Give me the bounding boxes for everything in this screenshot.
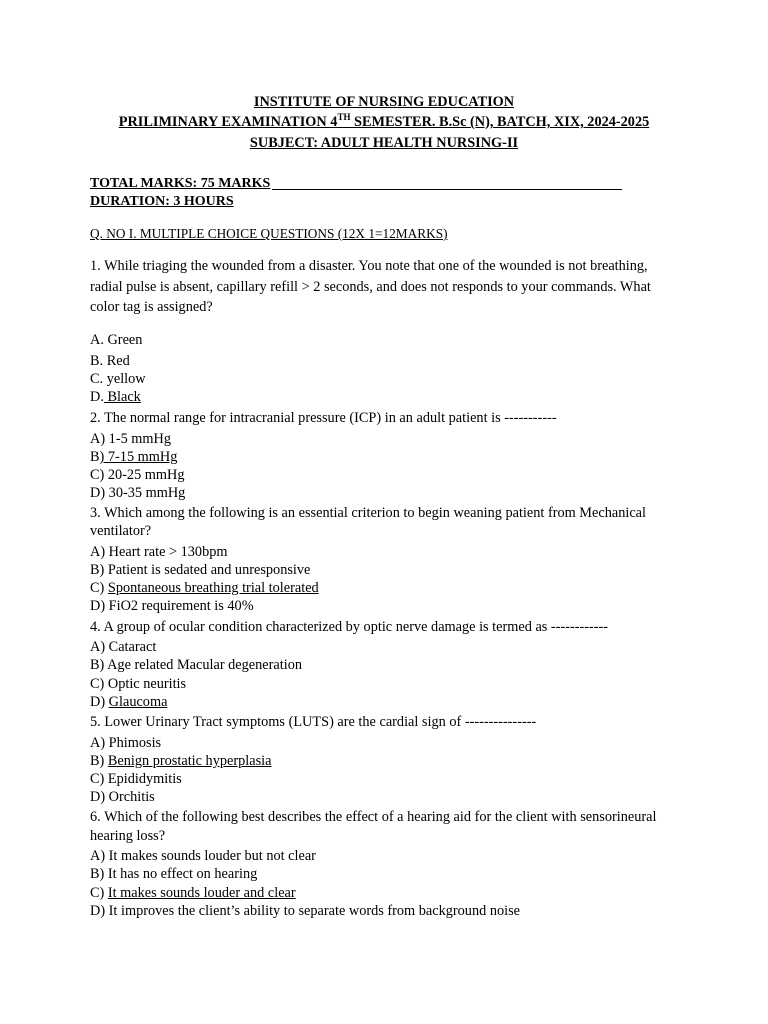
question-5: [90, 713, 536, 731]
q2-option-b: [90, 448, 177, 466]
duration: DURATION: 3 HOURS: [90, 194, 234, 209]
q3-option-b-text: Patient is sedated and unresponsive: [107, 562, 311, 578]
q1-option-b: [90, 352, 130, 370]
question-5-number: 5.: [90, 714, 101, 730]
q3-option-c: [90, 579, 319, 597]
q3-option-d-prefix: D): [90, 598, 106, 614]
q4-option-b-text: Age related Macular degeneration: [107, 657, 302, 673]
question-1-text: While triaging the wounded from a disaster. You note that one of the wounded is not breathing, radial pulse is absent, capillary refill > 2 seconds, and does not responds to your commands. What color tag is assigned?: [90, 258, 651, 315]
q4-option-b: [90, 656, 302, 674]
q5-option-c-text: Epididymitis: [107, 771, 182, 787]
question-1: [90, 256, 680, 318]
question-3: [90, 504, 680, 540]
question-2-text: The normal range for intracranial pressure (ICP) in an adult patient is -----------: [104, 410, 557, 426]
q5-option-d-prefix: D): [90, 789, 106, 805]
q4-option-c-text: Optic neuritis: [107, 676, 187, 692]
q3-option-d-text: FiO2 requirement is 40%: [108, 598, 254, 614]
q1-option-b-prefix: B.: [90, 353, 104, 369]
question-2: [90, 409, 557, 427]
q3-option-c-prefix: C): [90, 580, 105, 596]
q4-option-a: [90, 638, 156, 656]
question-6-text: Which of the following best describes the effect of a hearing aid for the client with sensorineural hearing loss?: [90, 809, 657, 844]
question-6: [90, 808, 680, 846]
institute-title: INSTITUTE OF NURSING EDUCATION: [253, 94, 515, 110]
q2-option-b-text: ) 7-15 mmHg: [99, 449, 178, 465]
q6-option-c-prefix: C): [90, 885, 105, 901]
q3-option-a-prefix: A): [90, 544, 106, 560]
marks-underline-rule: [272, 188, 622, 190]
q3-option-d: [90, 597, 254, 615]
q2-option-d-text: 30-35 mmHg: [108, 485, 186, 501]
q1-option-c: [90, 370, 146, 388]
q5-option-a-prefix: A): [90, 735, 106, 751]
q2-option-d: [90, 484, 185, 502]
exam-title: [90, 114, 678, 131]
q1-option-a: [90, 331, 142, 349]
q1-option-c-prefix: C.: [90, 371, 104, 387]
q2-option-a-prefix: A): [90, 431, 106, 447]
question-5-text: Lower Urinary Tract symptoms (LUTS) are the cardial sign of ---------------: [104, 714, 537, 730]
total-marks: TOTAL MARKS: 75 MARKS: [90, 176, 271, 191]
q2-option-a: [90, 430, 171, 448]
question-6-number: 6.: [90, 809, 101, 825]
q6-option-c-text: It makes sounds louder and clear: [107, 885, 296, 901]
q1-option-d-text: [104, 389, 141, 405]
question-4-text: A group of ocular condition characterized by optic nerve damage is termed as ------------: [103, 619, 609, 635]
q5-option-a-text: Phimosis: [108, 735, 162, 751]
q2-option-b-prefix: B: [90, 449, 100, 465]
q5-option-c: [90, 770, 182, 788]
section-title: Q. NO I. MULTIPLE CHOICE QUESTIONS (12X 1=12MARKS): [90, 226, 448, 241]
q5-option-d-text: Orchitis: [108, 789, 155, 805]
q4-option-c: [90, 675, 186, 693]
q5-option-b-prefix: B): [90, 753, 105, 769]
q4-option-b-prefix: B): [90, 657, 105, 673]
q5-option-b-text: Benign prostatic hyperplasia: [107, 753, 272, 769]
q6-option-b: [90, 865, 257, 883]
q6-option-a-prefix: A): [90, 848, 106, 864]
question-4-number: 4.: [90, 619, 101, 635]
q1-option-c-text: yellow: [106, 371, 146, 387]
question-3-text: Which among the following is an essential criterion to begin weaning patient from Mechanical ventilator?: [90, 505, 646, 539]
q2-option-c-text: 20-25 mmHg: [107, 467, 185, 483]
q4-option-c-prefix: C): [90, 676, 105, 692]
q3-option-c-text: Spontaneous breathing trial tolerated: [107, 580, 319, 596]
q4-option-a-prefix: A): [90, 639, 106, 655]
question-2-number: 2.: [90, 410, 101, 426]
q6-option-d: [90, 902, 520, 920]
q1-option-d: [90, 388, 141, 406]
q5-option-a: [90, 734, 161, 752]
exam-title-sup: TH: [337, 112, 351, 123]
q2-option-a-text: 1-5 mmHg: [108, 431, 172, 447]
q3-option-b: [90, 561, 310, 579]
subject-title: SUBJECT: ADULT HEALTH NURSING-II: [249, 135, 519, 151]
q6-option-a-text: It makes sounds louder but not clear: [108, 848, 316, 864]
q3-option-b-prefix: B): [90, 562, 105, 578]
q1-option-d-prefix: D.: [90, 389, 104, 405]
q6-option-b-text: It has no effect on hearing: [107, 866, 258, 882]
q6-option-b-prefix: B): [90, 866, 105, 882]
q5-option-b: [90, 752, 271, 770]
q2-option-c: [90, 466, 185, 484]
q1-option-b-text: Red: [106, 353, 130, 369]
q6-option-c: [90, 884, 296, 902]
q6-option-a: [90, 847, 316, 865]
q6-option-d-text: It improves the client’s ability to separate words from background noise: [108, 903, 521, 919]
q4-option-d-text: Glaucoma: [108, 694, 168, 710]
exam-title-suffix: SEMESTER. B.Sc (N), BATCH, XIX, 2024-2025: [350, 114, 650, 130]
total-marks-line: [90, 176, 622, 192]
q5-option-d: [90, 788, 155, 806]
q1-option-a-text: Green: [107, 332, 143, 348]
q5-option-c-prefix: C): [90, 771, 105, 787]
q6-option-d-prefix: D): [90, 903, 106, 919]
question-3-number: 3.: [90, 505, 101, 521]
q2-option-d-prefix: D): [90, 485, 106, 501]
q3-option-a: [90, 543, 228, 561]
exam-title-prefix: PRILIMINARY EXAMINATION 4: [118, 114, 338, 130]
q4-option-a-text: Cataract: [108, 639, 157, 655]
q1-option-a-prefix: A.: [90, 332, 104, 348]
q4-option-d-prefix: D): [90, 694, 106, 710]
question-4: [90, 618, 608, 636]
q3-option-a-text: Heart rate > 130bpm: [108, 544, 228, 560]
q4-option-d: [90, 693, 167, 711]
q2-option-c-prefix: C): [90, 467, 105, 483]
question-1-number: 1.: [90, 258, 101, 274]
q1-option-d-answer: Black: [107, 389, 141, 405]
